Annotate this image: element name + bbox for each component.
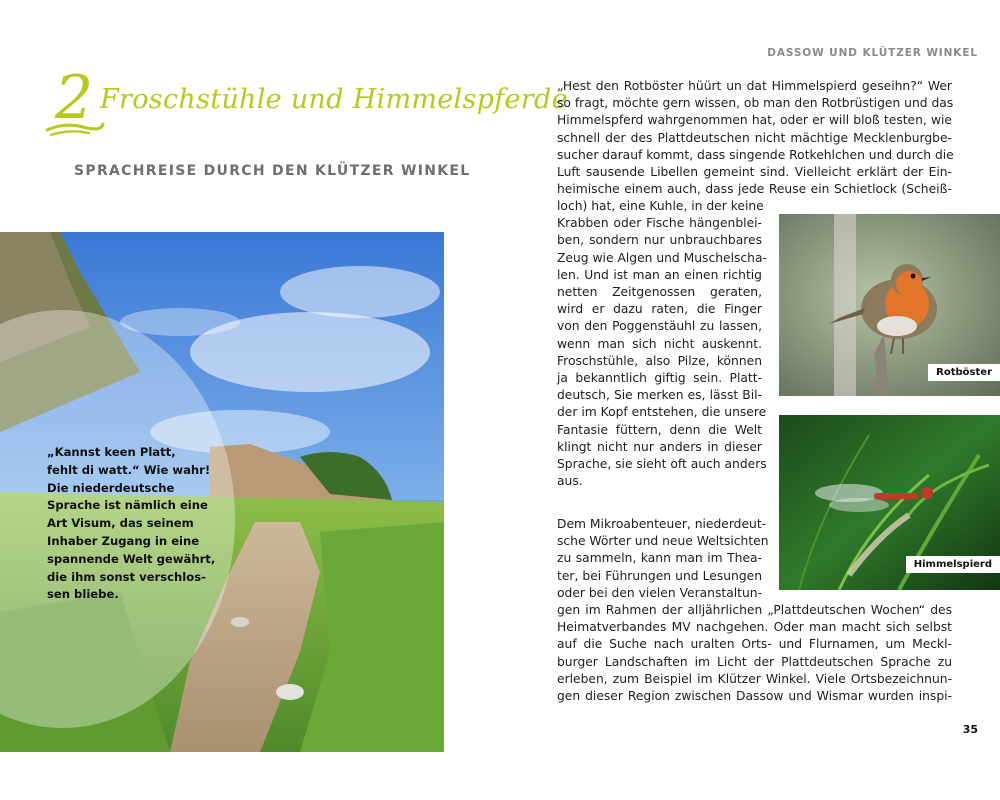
body-line: Himmelspferd wahrgenommen hat, oder er will bloß testen, wie: [557, 113, 952, 128]
body-text-column: [557, 198, 767, 490]
body-line: heimische einem auch, dass jede Reuse ein Schietlock (Scheiß-: [557, 182, 952, 197]
pull-quote-line: spannende Welt gewährt,: [47, 551, 216, 566]
body-line: aus.: [557, 474, 583, 489]
body-line: netten Zeitgenossen geraten,: [557, 285, 762, 300]
body-line: ter, bei Führungen und Lesungen: [557, 568, 762, 583]
chapter-subtitle: SPRACHREISE DURCH DEN KLÜTZER WINKEL: [74, 163, 471, 179]
body-line: ja bekanntlich giftig sein. Platt-: [557, 371, 762, 386]
pull-quote-line: Art Visum, das seinem: [47, 516, 194, 531]
body-line: so fragt, möchte gern wissen, ob man den Rotbrüstigen und das: [557, 96, 954, 111]
body-text-intro: [557, 78, 952, 198]
robin-photo-caption: Rotböster: [928, 364, 1000, 381]
body-line: klingt nicht nur anders in dieser: [557, 439, 762, 454]
body-line: gen im Rahmen der alljährlichen „Plattdeutschen Wochen“ des: [557, 603, 952, 617]
body-line: oder bei den vielen Veranstaltun-: [557, 585, 763, 600]
page-number: 35: [962, 723, 978, 736]
body-line: Dem Mikroabenteuer, niederdeut-: [557, 517, 767, 531]
body-line: wenn man sich nicht auskennt.: [557, 336, 762, 351]
body-line: Heimatverbandes MV nachgehen. Oder man macht sich selbst: [557, 620, 952, 635]
pull-quote-line: Sprache ist nämlich eine: [47, 498, 208, 513]
body-line: Sprache, sie sieht oft auch anders: [557, 457, 767, 472]
body-line: sucher darauf kommt, dass singende Rotkehlchen und durch die: [557, 147, 954, 162]
robin-photo: [779, 214, 1000, 396]
body-line: Luft sausende Libellen gemeint sind. Vielleicht erklärt der Ein-: [557, 165, 952, 180]
body-line: Froschstühle, also Pilze, können: [557, 353, 762, 368]
body-line: von den Poggenstäuhl zu lassen,: [557, 319, 762, 334]
pull-quote-line: die ihm sonst verschlos-: [47, 569, 206, 584]
body-line: len. Und ist man an einen richtig: [557, 267, 762, 282]
body-line: Krabben oder Fische hängenblei-: [557, 216, 762, 231]
body-line: auf die Suche nach uralten Orts- und Flurnamen, um Meckl-: [557, 637, 952, 652]
dragonfly-photo-caption: Himmelspierd: [906, 556, 1000, 573]
body-line: wird er dazu raten, die Finger: [557, 302, 762, 317]
pull-quote-line: „Kannst keen Platt,: [47, 445, 176, 459]
body-line: ben, sondern nur unbrauchbares: [557, 233, 762, 248]
body-line: „Hest den Rotböster hüürt un dat Himmelspierd geseihn?“ Wer: [557, 79, 952, 93]
body-line: erleben, zum Beispiel im Klützer Winkel. Viele Ortsbezeichnun-: [557, 671, 952, 686]
chapter-number-swash: [45, 118, 105, 140]
dragonfly-photo: [779, 415, 1000, 590]
pull-quote: [47, 444, 222, 604]
body-line: loch) hat, eine Kuhle, in der keine: [557, 199, 764, 213]
body-line: zu sammeln, kann man im Thea-: [557, 551, 762, 566]
pull-quote-line: Inhaber Zugang in eine: [47, 533, 200, 548]
body-line: sche Wörter und neue Weltsichten: [557, 534, 769, 549]
pull-quote-line: Die niederdeutsche: [47, 480, 175, 495]
body-line: Fantasie füttern, denn die Welt: [557, 422, 762, 437]
body-line: der im Kopf entstehen, die unsere: [557, 405, 767, 420]
pull-quote-line: fehlt di watt.“ Wie wahr!: [47, 462, 211, 477]
body-text-paragraph-2: [557, 516, 769, 602]
body-line: deutsch, Sie merken es, lässt Bil-: [557, 388, 762, 403]
running-head: DASSOW UND KLÜTZER WINKEL: [767, 47, 978, 59]
pull-quote-line: sen bliebe.: [47, 587, 119, 602]
body-line: schnell der des Plattdeutschen nicht mächtige Mecklenburgbe-: [557, 130, 952, 145]
body-line: gen dieser Region zwischen Dassow und Wismar wurden inspi-: [557, 689, 952, 704]
chapter-number-text: 2: [55, 63, 94, 133]
body-line: burger Landschaften im Licht der Plattdeutschen Sprache zu: [557, 654, 952, 669]
body-text-bottom: [557, 602, 952, 705]
body-line: Zeug wie Algen und Muschelscha-: [557, 250, 767, 265]
chapter-title: Froschstühle und Himmelspferde: [100, 84, 568, 115]
chapter-number: [55, 63, 105, 138]
